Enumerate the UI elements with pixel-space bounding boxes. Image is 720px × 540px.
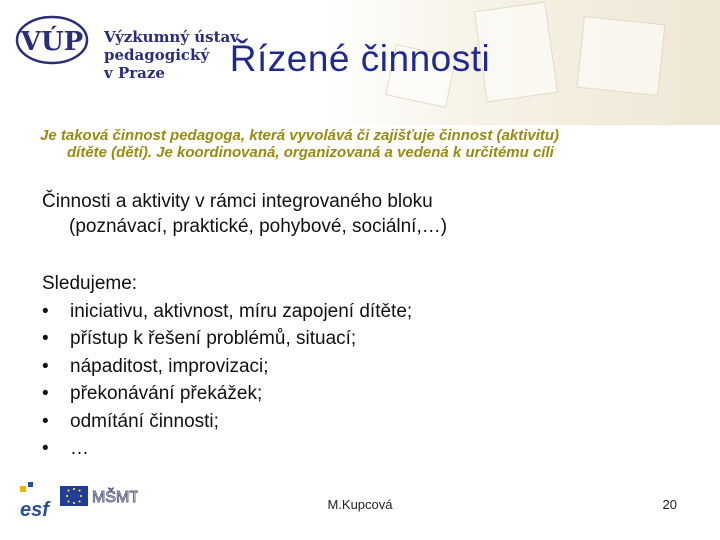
slide-title: Řízené činnosti	[229, 38, 491, 79]
activities-line: (poznávací, praktické, pohybové, sociální,…)	[69, 216, 448, 237]
intro-definition	[40, 127, 690, 161]
intro-line: dítěte (dětí). Je koordinovaná, organizovaná a vedená k určitému cíli	[67, 144, 554, 161]
intro-line: Je taková činnost pedagoga, která vyvolává či zajišťuje činnost (aktivitu)	[40, 127, 560, 144]
bullet-icon: •	[42, 355, 49, 377]
bullet-icon: •	[42, 438, 49, 459]
bullet-icon: •	[42, 328, 49, 349]
list-item-text: překonávání překážek;	[70, 383, 263, 404]
esf-logo-text: esf	[20, 499, 49, 520]
logo-line: v Praze	[104, 64, 165, 82]
page-number: 20	[662, 497, 677, 512]
bullet-icon: •	[42, 383, 49, 404]
list-item	[42, 380, 702, 408]
list-item-text: přístup k řešení problémů, situací;	[70, 328, 357, 349]
bullet-icon: •	[42, 300, 49, 322]
list-item-text: odmítání činnosti;	[70, 410, 219, 432]
activities-paragraph	[42, 189, 702, 239]
footer-author: M.Kupcová	[327, 497, 393, 512]
list-item	[42, 325, 702, 353]
list-item-text: nápaditost, improvizaci;	[70, 355, 269, 377]
observe-section	[42, 270, 702, 463]
list-item-text: iniciativu, aktivnost, míru zapojení dítěte;	[70, 300, 413, 322]
list-item	[42, 408, 702, 436]
logo-abbrev: VÚP	[20, 27, 84, 57]
activities-line: Činnosti a aktivity v rámci integrovaného bloku	[42, 191, 433, 212]
logo-line: pedagogický	[104, 46, 210, 64]
logo-line: Výzkumný ústav	[104, 28, 239, 46]
observe-list	[42, 298, 702, 463]
list-item	[42, 353, 702, 381]
msmt-logo-text: MŠMT	[92, 489, 138, 506]
observe-heading: Sledujeme:	[42, 273, 138, 294]
bullet-icon: •	[42, 410, 49, 432]
list-item	[42, 298, 702, 326]
list-item	[42, 435, 702, 463]
list-item-text: …	[70, 438, 89, 459]
